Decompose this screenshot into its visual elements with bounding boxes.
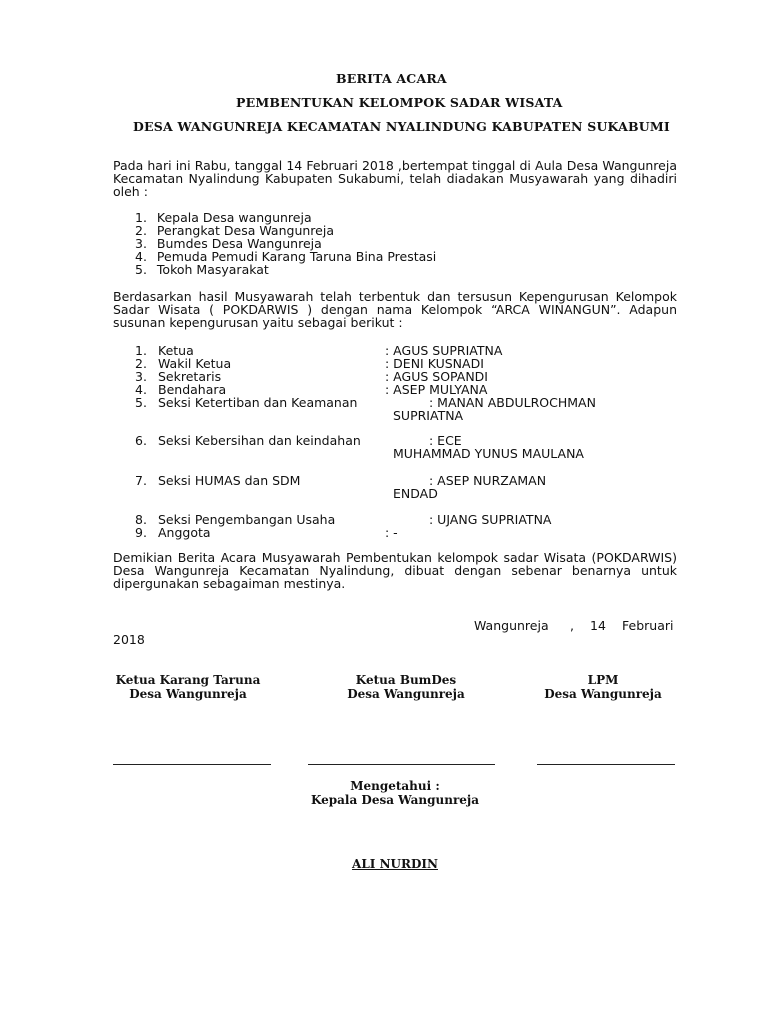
list-number: 4. xyxy=(135,382,147,397)
signature-line xyxy=(537,764,675,765)
member-name-continued: ENDAD xyxy=(393,486,438,501)
role-label: Seksi HUMAS dan SDM xyxy=(158,473,301,488)
list-number: 5. xyxy=(135,262,147,277)
intro-paragraph: Pada hari ini Rabu, tanggal 14 Februari 2018 ,bertempat tinggal di Aula Desa Wangunreja Kecamatan Nyalindung Kabupaten Sukabumi, telah diadakan Musyawarah yang dihadiri oleh : xyxy=(113,158,677,199)
signature-org: Desa Wangunreja xyxy=(347,687,465,701)
role-label: Seksi Ketertiban dan Keamanan xyxy=(158,395,358,410)
signature-title: Ketua BumDes xyxy=(355,673,457,687)
signature-line xyxy=(308,764,495,765)
signature-title: LPM xyxy=(587,673,619,687)
signature-karang-taruna xyxy=(100,673,276,701)
date-month: Februari xyxy=(622,618,674,633)
date-comma: , xyxy=(570,618,574,633)
date-day: 14 xyxy=(590,618,606,633)
role-label: Seksi Kebersihan dan keindahan xyxy=(158,433,361,448)
list-text: Pemuda Pemudi Karang Taruna Bina Prestasi xyxy=(156,249,437,264)
member-name: : AGUS SUPRIATNA xyxy=(385,343,503,358)
village-head-name: ALI NURDIN xyxy=(352,857,438,871)
list-number: 8. xyxy=(135,512,147,527)
list-number: 7. xyxy=(135,473,147,488)
date-year: 2018 xyxy=(113,632,145,647)
closing-paragraph: Demikian Berita Acara Musyawarah Pembentukan kelompok sadar Wisata (POKDARWIS) Desa Wangunreja Kecamatan Nyalindung, dibuat dengan sebenar benarnya untuk dipergunakan sebagaiman mestinya. xyxy=(113,550,677,591)
approval-title: Kepala Desa Wangunreja xyxy=(310,793,480,807)
doc-location: DESA WANGUNREJA KECAMATAN NYALINDUNG KABUPATEN SUKABUMI xyxy=(133,119,670,134)
signature-bumdes xyxy=(318,673,494,701)
approval-label: Mengetahui : xyxy=(350,779,440,793)
list-number: 3. xyxy=(135,236,147,251)
role-label: Sekretaris xyxy=(158,369,222,384)
member-name: : DENI KUSNADI xyxy=(385,356,484,371)
member-name: : MANAN ABDULROCHMAN xyxy=(429,395,596,410)
role-label: Anggota xyxy=(158,525,211,540)
member-name: : UJANG SUPRIATNA xyxy=(429,512,552,527)
doc-title: BERITA ACARA xyxy=(336,71,447,86)
member-name: : - xyxy=(385,525,398,540)
date-place: Wangunreja xyxy=(474,618,549,633)
member-name-continued: MUHAMMAD YUNUS MAULANA xyxy=(393,446,584,461)
list-number: 2. xyxy=(135,356,147,371)
doc-subtitle: PEMBENTUKAN KELOMPOK SADAR WISATA xyxy=(236,95,563,110)
member-name: : ECE xyxy=(429,433,462,448)
list-number: 1. xyxy=(135,343,147,358)
role-label: Ketua xyxy=(158,343,194,358)
list-text: Perangkat Desa Wangunreja xyxy=(156,223,334,238)
list-number: 2. xyxy=(135,223,147,238)
list-number: 4. xyxy=(135,249,147,264)
signature-title: Ketua Karang Taruna xyxy=(115,673,261,687)
list-text: Bumdes Desa Wangunreja xyxy=(156,236,322,251)
signature-lpm xyxy=(515,673,691,701)
role-label: Wakil Ketua xyxy=(158,356,232,371)
list-number: 6. xyxy=(135,433,147,448)
signature-line xyxy=(113,764,271,765)
member-name: : ASEP NURZAMAN xyxy=(429,473,547,488)
approval-block xyxy=(262,779,528,807)
list-number: 3. xyxy=(135,369,147,384)
signature-org: Desa Wangunreja xyxy=(544,687,662,701)
list-number: 9. xyxy=(135,525,147,540)
role-label: Bendahara xyxy=(158,382,227,397)
member-name-continued: SUPRIATNA xyxy=(393,408,464,423)
signature-org: Desa Wangunreja xyxy=(129,687,247,701)
result-paragraph: Berdasarkan hasil Musyawarah telah terbentuk dan tersusun Kepengurusan Kelompok Sadar Wisata ( POKDARWIS ) dengan nama Kelompok “ARCA WINANGUN”. Adapun susunan kepengurusan yaitu sebagai berikut : xyxy=(113,289,677,330)
member-name: : AGUS SOPANDI xyxy=(385,369,488,384)
role-label: Seksi Pengembangan Usaha xyxy=(158,512,336,527)
list-number: 1. xyxy=(135,210,147,225)
list-text: Kepala Desa wangunreja xyxy=(156,210,312,225)
member-name: : ASEP MULYANA xyxy=(385,382,488,397)
list-text: Tokoh Masyarakat xyxy=(156,262,269,277)
list-item xyxy=(135,263,269,276)
list-number: 5. xyxy=(135,395,147,410)
